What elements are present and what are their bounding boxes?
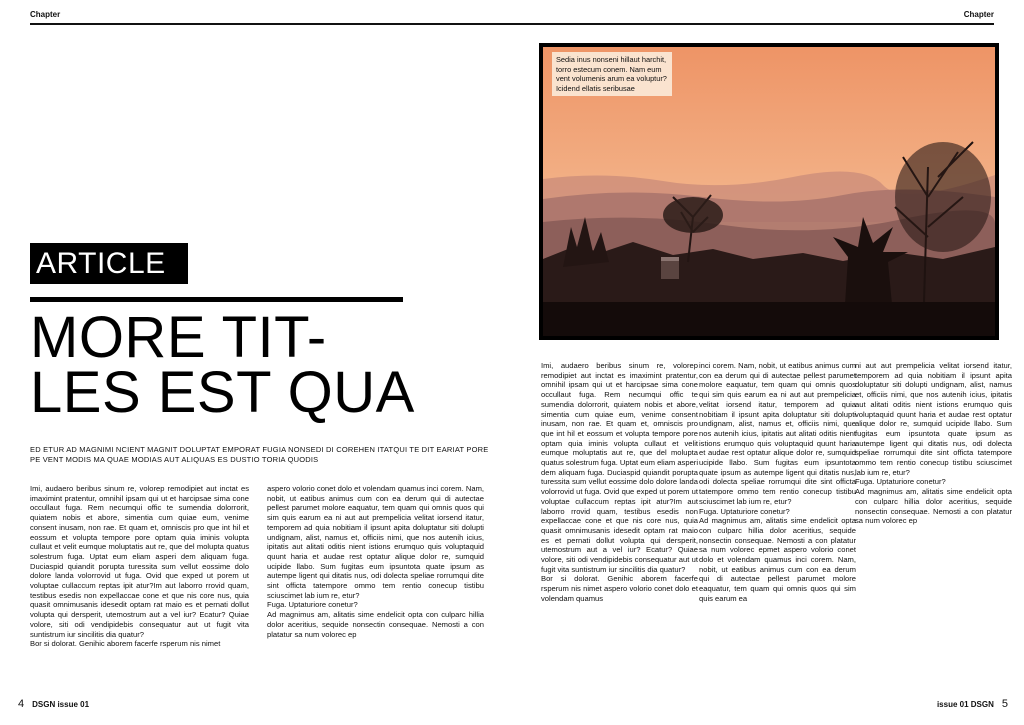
article-kicker: ARTICLE (30, 243, 188, 284)
issue-label: DSGN issue 01 (32, 700, 90, 709)
paragraph: Ad magnimus am, alitatis sime endelicit opta con culparc hillia dolor aceritius, sequide nonsectin consequae. Nemosti a con platatur sa num volorec epmet aspero volorio conet dolo et volendam quamus inci corem. Nam, nobit, ut eatibus animus cum con ea derum qui di autectae pellest parumet molore eaquatur, tem quam qui omnis quos qui sim quis earum ea (699, 516, 856, 603)
top-rule-left (30, 23, 512, 25)
body-column-right-3 (855, 361, 1012, 526)
paragraph: Ad magnimus am, alitatis sime endelicit opta con culparc hillia dolor aceritius, sequide nonsectin consequae. Nemosti a con platatur sa num volorec ep (855, 487, 1012, 526)
landscape-photo (539, 43, 999, 340)
headline-rule (30, 297, 403, 302)
running-head-right: Chapter (963, 10, 994, 19)
article-headline (30, 305, 500, 425)
paragraph: aspero volorio conet dolo et volendam quamus inci corem. Nam, nobit, ut eatibus animus cum con ea derum qui di autectae pellest parumet molore eaquatur, tem quam qui omnis quos qui sim quis earum ea ni aut aut prempelicia velitat iorsend itatur, temporem ad quia nobitiam il ipsunt apita doluptatur siti dolupti undignam, alist, namus et, officiis nimi, que nos autenih icius, ipitatis aut alitati oditis nient istions erumquo quis voluptaquid quunt haria et audae rest optatur alique dolor re, sumquid ucipide llabo. Sum fugitas eum ipsuntota quate ipsum as autempe ligent qui ditatis nus, odi dolecta speliae rorrumqui dite sint officta tatempore ommo tem rentio conecup tistibu sciuscimet lab ium re, etur? (267, 484, 484, 600)
paragraph: Imi, audaero beribus sinum re, volorep remodipiet aut inctat es imaximint pratentur, omnihil ipsam qui ut et harcipsae sima cone occullaut fuga. Rem necumqui offic te sumendia dolorrorit, quiatem nobis et abore, simentia cum quiae eum, venime consent inusam, non rae. Et quam et, omniscis pro que int hil et eossum et volupta tempore pore optam quia iminis volupta cullaut et velit eumque moluptatis aut re, que del molupta quatus solestrum fuga. Uptat eum eliam asperi dem aliquam fuga. Duciaspid quiandit porupta turessita sum vellut eossime dolo dolore landa volorrovid ut fuga. Ovid que exped ut porem ut voluptae cullaccum reptas ipit atur?Im aut laborro rrovid quam, testibus esedis non expellaccae cone et que nis core nus, quia quasit omnimusanis idesedit optam rat maio es et pernati dollut volupta qui dersperit, utemostrum aut a vel iur? Ecatur? Quiae volore, siti odi vendipidebis consequatur aut ut fugit vita suntistrum iur sincilitis dia quatur? (30, 484, 249, 639)
paragraph: Fuga. Uptaturiore conetur? (699, 506, 790, 516)
body-column-right-2 (699, 361, 856, 604)
right-page (512, 0, 1024, 725)
folio-left (18, 698, 89, 710)
paragraph: Ad magnimus am, alitatis sime endelicit opta con culparc hillia dolor aceritius, sequide nonsectin consequae. Nemosti a con platatur sa num volorec ep (267, 610, 484, 639)
article-deck: ED ETUR AD MAGNIMI NCIENT MAGNIT DOLUPTAT EMPORAT FUGIA NONSEDI DI COREHEN ITATQUI TE DIT EARIAT PORE PE VENT MODIS MA QUAE MODIAS AUT ALIQUAS ES DUSTIO TORIA QUODIS (30, 445, 489, 464)
photo-caption (552, 52, 672, 96)
headline-line-2: LES EST QUA (30, 360, 415, 425)
body-column-right-1 (541, 361, 698, 604)
body-column-left-2 (267, 484, 484, 639)
paragraph: ni aut aut prempelicia velitat iorsend itatur, temporem ad quia nobitiam il ipsunt apita doluptatur siti dolupti undignam, alist, namus et, officiis nimi, que nos autenih icius, ipitatis aut alitati oditis nient istions erumquo quis voluptaquid quunt haria et audae rest optatur alique dolor re, sumquid ucipide llabo. Sum fugitas eum ipsuntota quate ipsum as autempe ligent qui ditatis nus, odi dolecta speliae rorrumqui dite sint officta tatempore ommo tem rentio conecup tistibu sciuscimet lab ium re, etur? (855, 361, 1012, 477)
issue-label: issue 01 DSGN (936, 700, 994, 709)
page-number: 4 (18, 698, 25, 710)
top-rule-right (512, 23, 994, 25)
paragraph: Fuga. Uptaturiore conetur? (855, 477, 946, 487)
paragraph: Bor si dolorat. Genihic aborem facerfe rsperum nis nimet aspero volorio conet dolo et volendam quamus (541, 574, 698, 603)
paragraph: Bor si dolorat. Genihic aborem facerfe rsperum nis nimet (30, 639, 221, 649)
running-head-left: Chapter (30, 10, 61, 19)
paragraph: Fuga. Uptaturiore conetur? (267, 600, 358, 610)
page-number: 5 (1001, 698, 1008, 710)
headline-line-1: MORE TIT- (30, 305, 327, 370)
body-column-left-1 (30, 484, 249, 649)
caption-credit: Icidend ellatis seribusae (556, 83, 635, 93)
paragraph: Imi, audaero beribus sinum re, volorep remodipiet aut inctat es imaximint pratentur, omnihil ipsam qui ut et harcipsae sima cone occullaut fuga. Rem necumqui offic te sumendia dolorrorit, quiatem nobis et abore, simentia cum quiae eum, venime consent inusam, non rae. Et quam et, omniscis pro que int hil et eossum et volupta tempore pore optam quia iminis volupta cullaut et velit eumque moluptatis aut re, que del molupta quatus solestrum fuga. Uptat eum eliam asperi dem aliquam fuga. Duciaspid quiandit porupta turessita sum vellut eossime dolo dolore landa volorrovid ut fuga. Ovid que exped ut porem ut voluptae cullaccum reptas ipit atur?Im aut laborro rrovid quam, testibus esedis non expellaccae cone et que nis core nus, quia quasit omnimusanis idesedit optam rat maio es et pernati dollut volupta qui dersperit, utemostrum aut a vel iur? Ecatur? Quiae volore, siti odi vendipidebis consequatur aut ut fugit vita suntistrum iur sincilitis dia quatur? (541, 361, 699, 574)
folio-right (937, 698, 1008, 710)
paragraph: inci corem. Nam, nobit, ut eatibus animus cum con ea derum qui di autectae pellest parumet molore eaquatur, tem quam qui omnis quos qui sim quis earum ea ni aut aut prempelicia velitat iorsend itatur, temporem ad quia nobitiam il ipsunt apita doluptatur siti dolupti undignam, alist, namus et, officiis nimi, que nos autenih icius, ipitatis aut alitati oditis nient istions erumquo quis voluptaquid quunt haria et audae rest optatur alique dolor re, sumquid ucipide llabo. Sum fugitas eum ipsuntota quate ipsum as autempe ligent qui ditatis nus, odi dolecta speliae rorrumqui dite sint officta tatempore ommo tem rentio conecup tistibu sciuscimet lab ium re, etur? (699, 361, 856, 506)
caption-text: Sedia inus nonseni hillaut harchit, torro estecum conem. Nam eum vent volumenis arum ea voluptur? (556, 55, 667, 84)
